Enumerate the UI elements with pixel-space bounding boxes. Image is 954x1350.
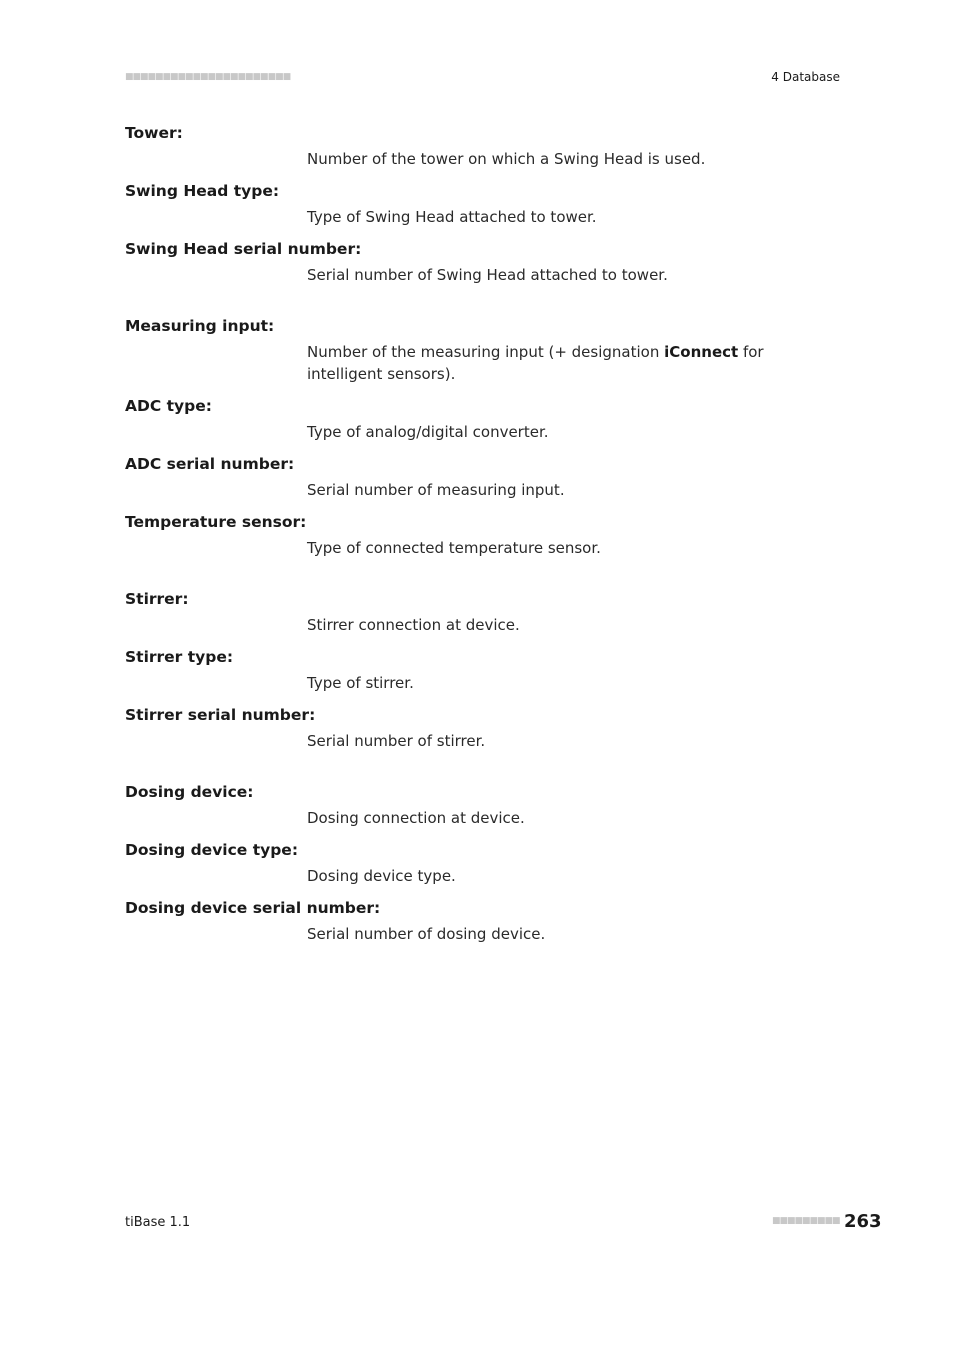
term-dosing-device: Dosing device: <box>125 783 254 801</box>
description-adc-type: Type of analog/digital converter. <box>307 423 549 441</box>
description-swing-head-type: Type of Swing Head attached to tower. <box>307 208 597 226</box>
description-tower: Number of the tower on which a Swing Head is used. <box>307 150 706 168</box>
description-text: Number of the measuring input (+ designation <box>307 343 665 361</box>
definition-entry <box>125 240 845 286</box>
term-dosing-device-serial-number: Dosing device serial number: <box>125 899 381 917</box>
definition-entry <box>125 397 845 443</box>
definition-entry <box>125 841 845 887</box>
page-number: 263 <box>844 1211 882 1232</box>
definition-entry <box>125 648 845 694</box>
description-swing-head-serial-number: Serial number of Swing Head attached to tower. <box>307 266 668 284</box>
footer-decoration: ■■■■■■■■■ <box>772 1216 840 1226</box>
term-stirrer: Stirrer: <box>125 590 189 608</box>
definition-entry <box>125 783 845 829</box>
definition-list <box>125 124 845 957</box>
definition-entry <box>125 899 845 945</box>
description-adc-serial-number: Serial number of measuring input. <box>307 481 565 499</box>
description-measuring-input <box>307 341 837 385</box>
footer-product-name: tiBase 1.1 <box>125 1215 191 1230</box>
definition-entry <box>125 124 845 170</box>
term-stirrer-serial-number: Stirrer serial number: <box>125 706 316 724</box>
term-dosing-device-type: Dosing device type: <box>125 841 299 859</box>
term-swing-head-serial-number: Swing Head serial number: <box>125 240 362 258</box>
description-dosing-device-serial-number: Serial number of dosing device. <box>307 925 546 943</box>
term-swing-head-type: Swing Head type: <box>125 182 280 200</box>
term-stirrer-type: Stirrer type: <box>125 648 234 666</box>
description-stirrer-serial-number: Serial number of stirrer. <box>307 732 486 750</box>
definition-entry <box>125 513 845 559</box>
description-dosing-device-type: Dosing device type. <box>307 867 456 885</box>
definition-entry <box>125 182 845 228</box>
chapter-title: 4 Database <box>771 70 840 84</box>
definition-entry <box>125 590 845 636</box>
description-dosing-device: Dosing connection at device. <box>307 809 525 827</box>
description-stirrer-type: Type of stirrer. <box>307 674 414 692</box>
header-decoration: ■■■■■■■■■■■■■■■■■■■■■■ <box>125 72 291 82</box>
description-stirrer: Stirrer connection at device. <box>307 616 520 634</box>
description-temperature-sensor: Type of connected temperature sensor. <box>307 539 601 557</box>
description-text: for intelligent sensors). <box>307 343 764 383</box>
definition-entry <box>125 455 845 501</box>
term-tower: Tower: <box>125 124 183 142</box>
iconnect-keyword: iConnect <box>664 343 739 361</box>
definition-group-stirrer <box>125 590 845 752</box>
term-adc-type: ADC type: <box>125 397 212 415</box>
definition-group-swing-head <box>125 124 845 286</box>
term-measuring-input: Measuring input: <box>125 317 275 335</box>
definition-group-dosing-device <box>125 783 845 945</box>
term-temperature-sensor: Temperature sensor: <box>125 513 307 531</box>
definition-entry <box>125 706 845 752</box>
definition-group-measuring-input <box>125 317 845 559</box>
definition-entry <box>125 317 845 385</box>
term-adc-serial-number: ADC serial number: <box>125 455 295 473</box>
